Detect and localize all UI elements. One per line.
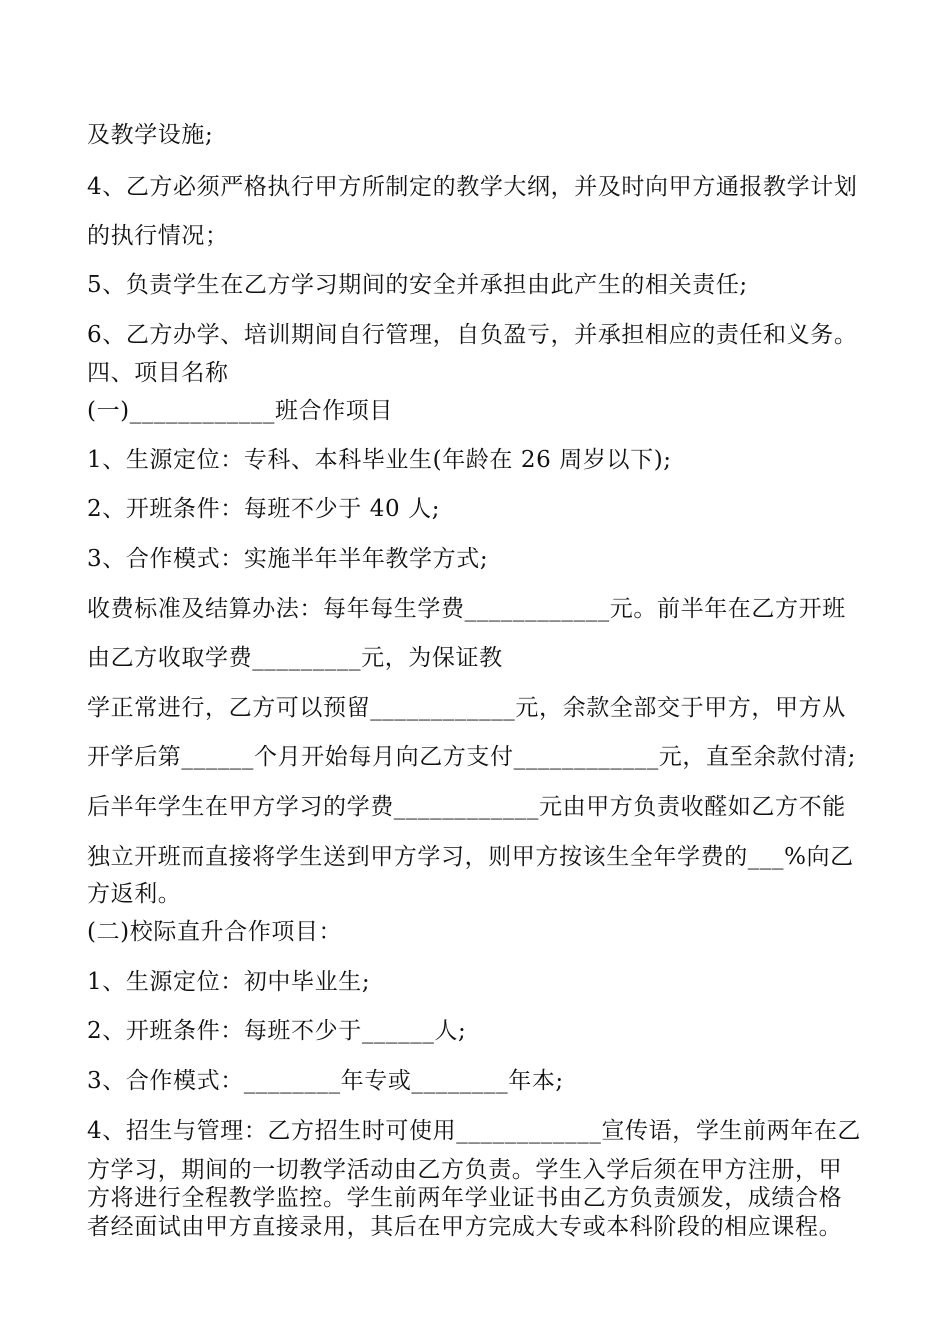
subsection-heading: (一)____________班合作项目 (87, 398, 393, 424)
text-line: 3、合作模式：________年专或________年本; (87, 1068, 564, 1094)
text-line: 及教学设施; (87, 122, 214, 148)
text-line: 1、生源定位：初中毕业生; (87, 969, 371, 995)
text-line: 2、开班条件：每班不少于______人; (87, 1018, 467, 1044)
text-line: 4、乙方必须严格执行甲方所制定的教学大纲，并及时向甲方通报教学计划 (87, 174, 858, 200)
subsection-heading: (二)校际直升合作项目： (87, 919, 343, 945)
text-line: 收费标准及结算办法：每年每生学费____________元。前半年在乙方开班 (87, 596, 846, 622)
text-line: 由乙方收取学费_________元，为保证教 (87, 645, 503, 671)
text-line: 1、生源定位：专科、本科毕业生(年龄在 26 周岁以下); (87, 447, 672, 473)
text-line: 2、开班条件：每班不少于 40 人; (87, 496, 441, 522)
text-line: 者经面试由甲方直接录用，其后在甲方完成大专或本科阶段的相应课程。 (87, 1214, 843, 1240)
text-line: 6、乙方办学、培训期间自行管理，自负盈亏，并承担相应的责任和义务。 (87, 322, 858, 348)
text-line: 方返利。 (87, 881, 182, 907)
text-line: 方将进行全程教学监控。学生前两年学业证书由乙方负责颁发，成绩合格 (87, 1185, 843, 1211)
text-line: 独立开班而直接将学生送到甲方学习，则甲方按该生全年学费的___%向乙 (87, 844, 854, 870)
text-line: 方学习，期间的一切教学活动由乙方负责。学生入学后须在甲方注册，甲 (87, 1157, 843, 1183)
text-line: 后半年学生在甲方学习的学费____________元由甲方负责收醛如乙方不能 (87, 794, 846, 820)
text-line: 的执行情况； (87, 223, 229, 249)
text-line: 4、招生与管理：乙方招生时可使用____________宣传语，学生前两年在乙 (87, 1118, 862, 1144)
text-line: 开学后第______个月开始每月向乙方支付____________元，直至余款付清; (87, 744, 856, 770)
text-line: 5、负责学生在乙方学习期间的安全并承担由此产生的相关责任; (87, 272, 748, 298)
section-heading: 四、项目名称 (87, 360, 229, 386)
text-line: 学正常进行，乙方可以预留____________元，余款全部交于甲方，甲方从 (87, 695, 846, 721)
text-line: 3、合作模式：实施半年半年教学方式; (87, 546, 489, 572)
